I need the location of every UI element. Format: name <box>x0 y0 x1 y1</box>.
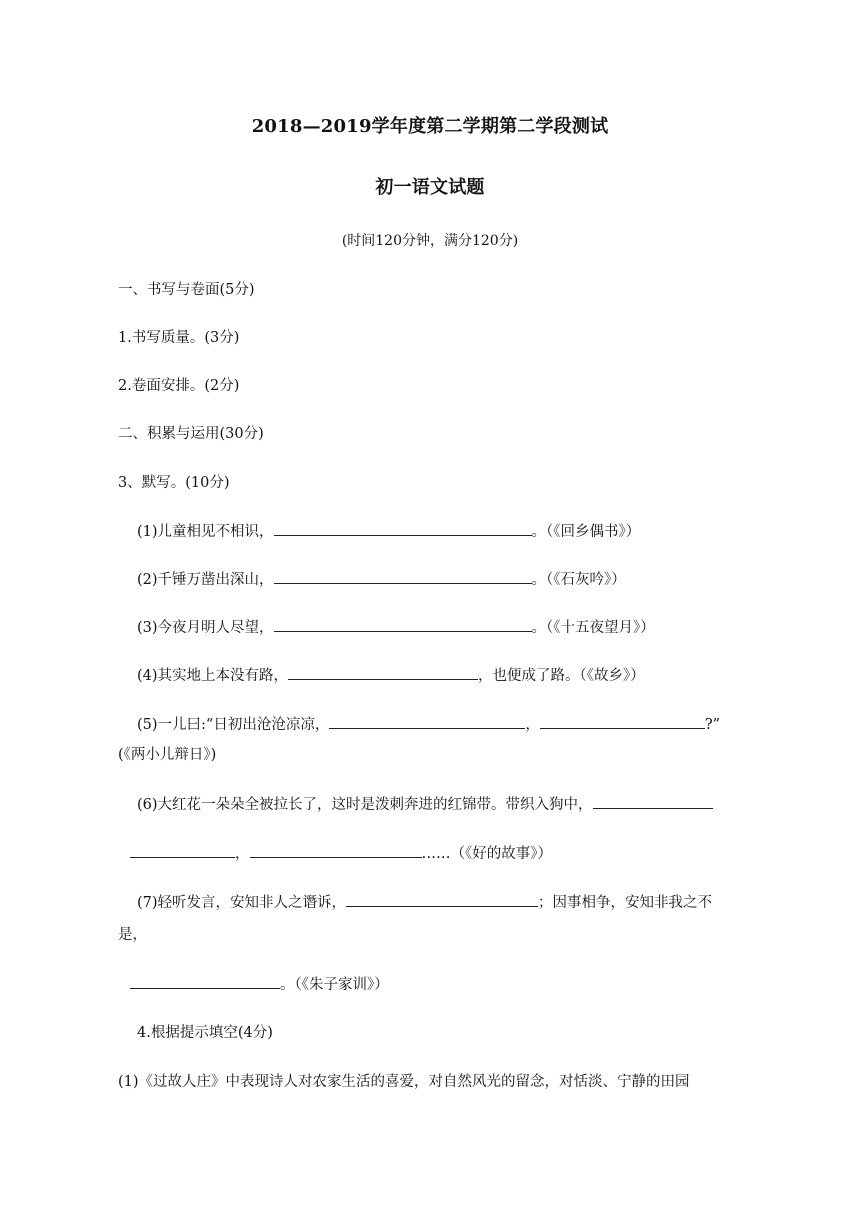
dictation-prompt: (3)今夜月明人尽望， <box>137 620 274 636</box>
dictation-item-3 <box>137 617 740 638</box>
answer-blank[interactable] <box>346 892 538 907</box>
dictation-source: ，也便成了路。（《故乡》） <box>478 668 645 684</box>
dictation-item-5-source: (《两小儿辩日》) <box>118 747 217 763</box>
answer-blank[interactable] <box>274 569 532 584</box>
dictation-item-4 <box>137 665 740 686</box>
dictation-prompt: (7)轻听发言，安知非人之谮诉， <box>137 895 347 911</box>
closing-quote: ?” <box>704 717 721 733</box>
answer-blank[interactable] <box>593 794 713 809</box>
answer-blank[interactable] <box>130 843 235 858</box>
dictation-source: 。（《石灰吟》） <box>531 572 626 588</box>
answer-blank[interactable] <box>288 665 478 680</box>
answer-blank[interactable] <box>274 521 532 536</box>
dictation-item-7 <box>137 892 740 913</box>
dictation-item-6-cont <box>130 843 740 864</box>
dictation-item-2 <box>137 569 740 590</box>
dictation-source: 。（《十五夜望月》） <box>531 620 655 636</box>
dictation-source: ……（《好的故事》） <box>421 846 552 862</box>
section-1-heading: 一、书写与卷面(5分) <box>118 282 255 298</box>
answer-blank[interactable] <box>540 714 705 729</box>
question-4: 4.根据提示填空(4分) <box>137 1025 273 1041</box>
dictation-prompt: (6)大红花一朵朵全被拉长了，这时是泼刺奔进的红锦带。带织入狗中， <box>137 797 593 813</box>
answer-blank[interactable] <box>130 974 280 989</box>
separator: ， <box>525 717 540 733</box>
question-2: 2.卷面安排。(2分) <box>118 378 240 394</box>
dictation-text: ；因事相争，安知非我之不 <box>538 895 713 911</box>
dictation-prompt: (4)其实地上本没有路， <box>137 668 289 684</box>
dictation-prompt: (1)儿童相见不相识， <box>137 524 274 540</box>
dictation-item-6 <box>137 794 740 815</box>
dictation-item-1 <box>137 521 740 542</box>
exam-time-note: (时间120分钟，满分120分) <box>341 233 519 249</box>
dictation-prompt: (5)一儿曰:“日初出沧沧凉凉， <box>137 717 330 733</box>
dictation-item-7-cont: 是， <box>118 927 147 943</box>
answer-blank[interactable] <box>250 843 422 858</box>
exam-title: 2018—2019学年度第二学期第二学段测试 <box>251 116 609 137</box>
section-2-heading: 二、积累与运用(30分) <box>118 426 264 442</box>
dictation-prompt: (2)千锤万凿出深山， <box>137 572 274 588</box>
separator: ， <box>235 846 250 862</box>
question-3: 3、默写。(10分) <box>118 475 230 491</box>
dictation-item-5 <box>137 714 740 735</box>
dictation-source: 。（《朱子家训》） <box>280 977 389 993</box>
question-4-part-1: (1)《过故人庄》中表现诗人对农家生活的喜爱，对自然风光的留念，对恬淡、宁静的田园 <box>118 1074 690 1090</box>
dictation-source: 。（《回乡偶书》） <box>531 524 641 540</box>
answer-blank[interactable] <box>274 617 532 632</box>
answer-blank[interactable] <box>329 714 525 729</box>
question-1: 1.书写质量。(3分) <box>118 330 240 346</box>
exam-subtitle: 初一语文试题 <box>375 177 485 198</box>
dictation-item-7-end <box>130 974 740 995</box>
